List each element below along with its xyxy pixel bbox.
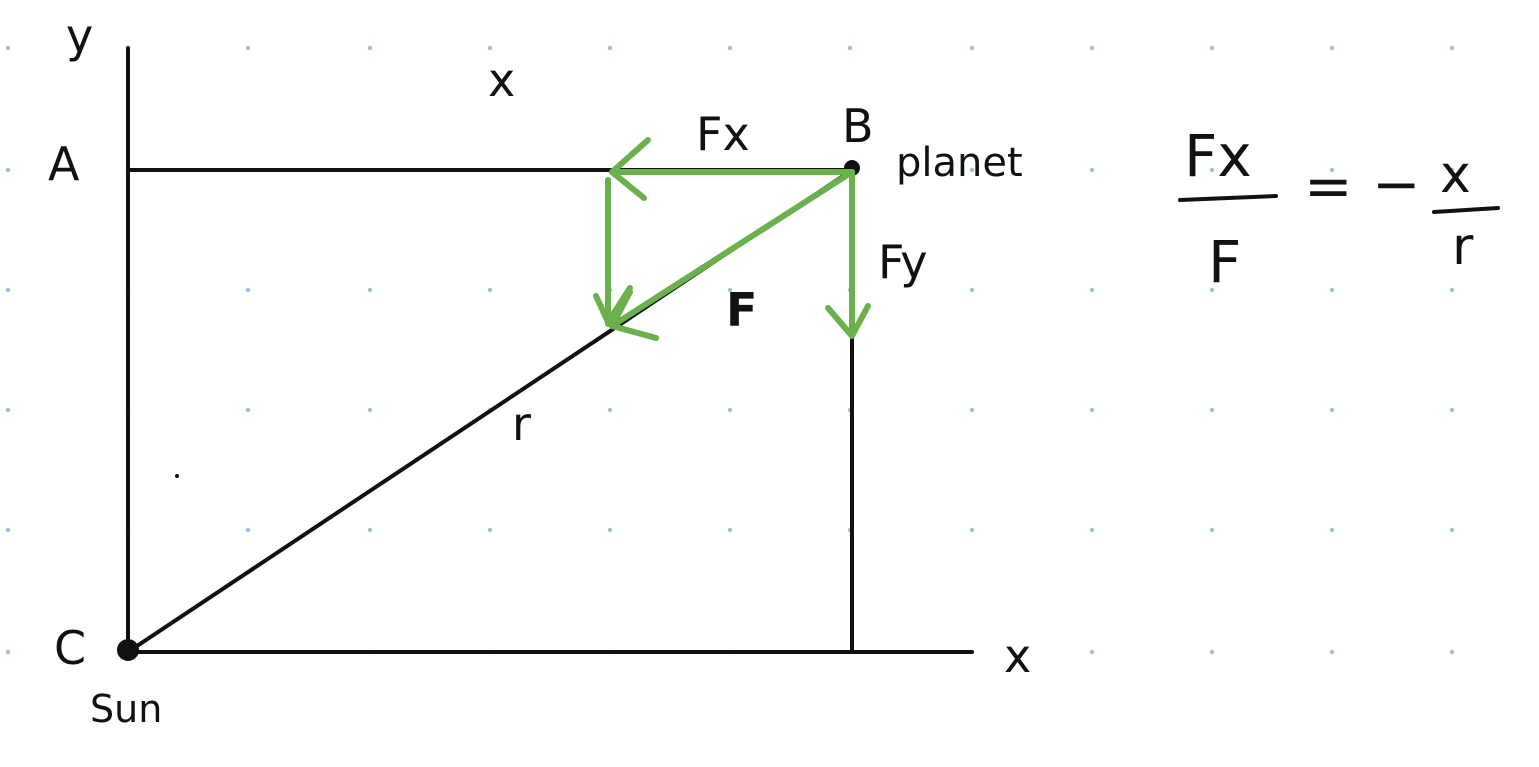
grid-dot <box>368 528 372 532</box>
grid-dot <box>246 46 250 50</box>
equation-equals: = <box>1304 152 1353 220</box>
grid-dot <box>970 288 974 292</box>
grid-dot <box>1090 528 1094 532</box>
grid-dot <box>608 408 612 412</box>
grid-dot <box>368 46 372 50</box>
ratio-equation <box>1180 122 1498 296</box>
grid-dot <box>1090 650 1094 654</box>
equation-rhs-numerator: x <box>1440 145 1471 205</box>
grid-dot <box>6 288 10 292</box>
sun-point <box>117 639 139 661</box>
grid-dot <box>246 288 250 292</box>
radius-label: r <box>512 397 531 451</box>
equation-rhs-fraction-bar <box>1434 208 1498 212</box>
grid-dot <box>1090 408 1094 412</box>
grid-dot <box>608 528 612 532</box>
grid-dot <box>1090 288 1094 292</box>
grid-dot <box>1330 288 1334 292</box>
grid-dot <box>1330 650 1334 654</box>
grid-dot <box>1330 528 1334 532</box>
grid-dot <box>608 46 612 50</box>
grid-dot <box>970 408 974 412</box>
grid-dot <box>6 528 10 532</box>
grid-dot <box>368 288 372 292</box>
equation-lhs-numerator: Fx <box>1184 122 1252 190</box>
grid-dot <box>1330 408 1334 412</box>
grid-dot <box>488 528 492 532</box>
force-x-label: Fx <box>696 107 750 161</box>
grid-dot <box>1210 46 1214 50</box>
grid-dot <box>728 46 732 50</box>
grid-dot <box>368 408 372 412</box>
grid-dot <box>1450 650 1454 654</box>
point-b-label: B <box>842 99 874 153</box>
force-label: F <box>726 283 758 337</box>
point-c-label: C <box>54 621 87 675</box>
grid-dot <box>6 408 10 412</box>
grid-dot <box>1090 168 1094 172</box>
force-y-arrowhead <box>828 306 868 336</box>
grid-dot <box>246 408 250 412</box>
planet-label: planet <box>896 140 1023 186</box>
y-axis-label: y <box>66 9 94 63</box>
equation-lhs-fraction-bar <box>1180 196 1276 200</box>
stray-dot <box>175 474 179 478</box>
grid-dot <box>1210 650 1214 654</box>
grid-dot <box>1450 408 1454 412</box>
grid-dot <box>970 528 974 532</box>
grid-dot <box>848 46 852 50</box>
grid-dot <box>6 46 10 50</box>
grid-dot <box>488 46 492 50</box>
grid-dot <box>1330 46 1334 50</box>
force-y-label: Fy <box>878 235 928 289</box>
equation-lhs-denominator: F <box>1208 228 1242 296</box>
grid-dot <box>488 288 492 292</box>
grid-dot <box>6 168 10 172</box>
grid-dot <box>6 650 10 654</box>
grid-dot <box>1090 46 1094 50</box>
grid-dot <box>728 408 732 412</box>
grid-dot <box>246 528 250 532</box>
point-a-label: A <box>48 137 80 191</box>
grid-dot <box>1450 528 1454 532</box>
sun-label: Sun <box>90 687 163 731</box>
grid-dot <box>1210 528 1214 532</box>
grid-dot <box>970 46 974 50</box>
grid-dot <box>1450 46 1454 50</box>
top-x-label: x <box>488 53 516 107</box>
grid-dot <box>1210 408 1214 412</box>
grid-dot <box>1450 288 1454 292</box>
equation-minus: − <box>1372 150 1421 218</box>
equation-rhs-denominator: r <box>1452 217 1474 277</box>
grid-dot <box>728 528 732 532</box>
x-axis-label: x <box>1004 629 1032 683</box>
